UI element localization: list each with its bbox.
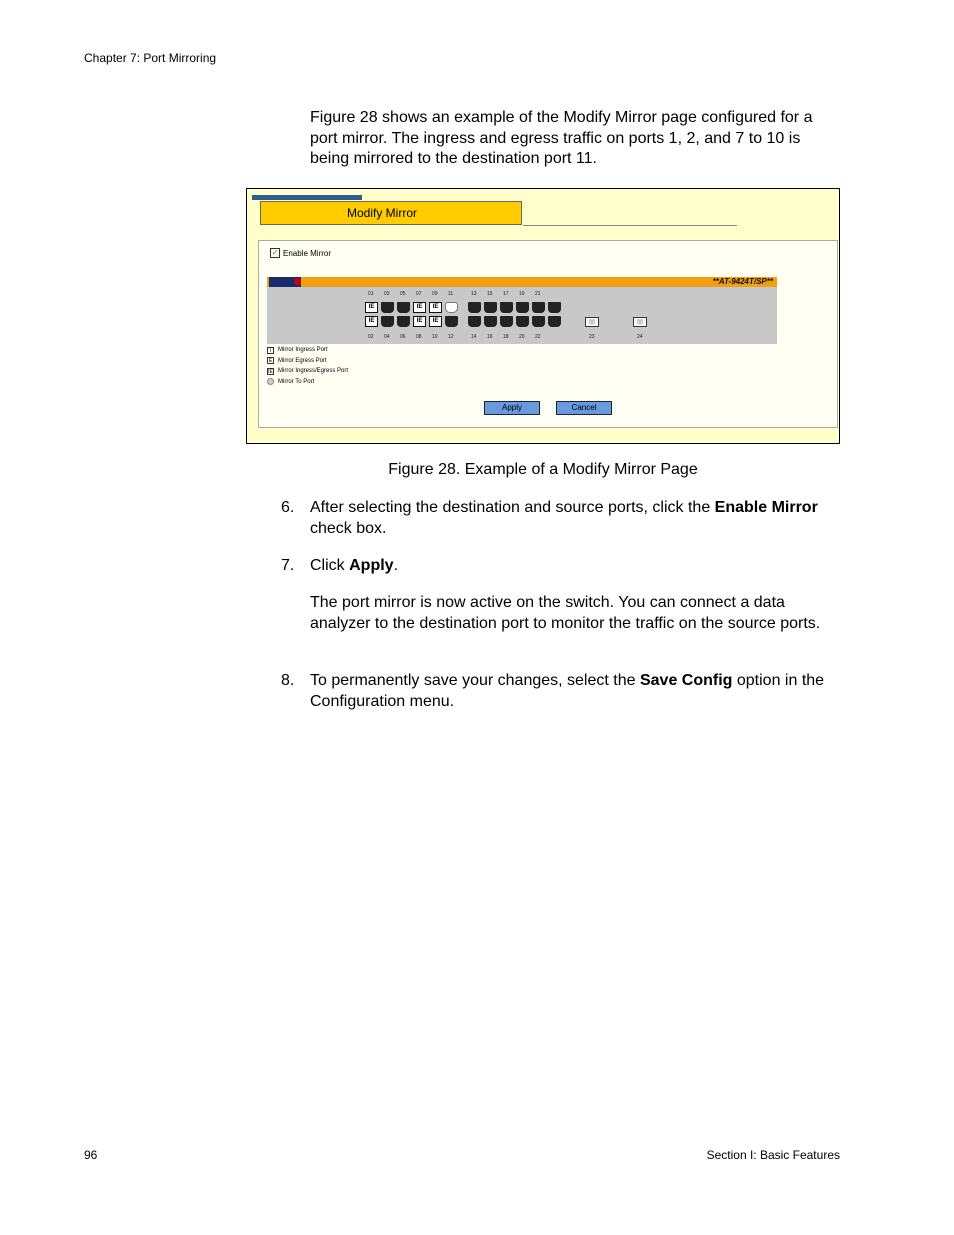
port-number-label: 07: [416, 291, 422, 297]
ingress-egress-port-icon: IE: [268, 368, 273, 375]
enable-mirror-row[interactable]: [270, 248, 331, 258]
mirror-to-port-icon: [267, 378, 274, 385]
port[interactable]: [397, 316, 410, 327]
port-number-label: 17: [503, 291, 509, 297]
port-number-label: 20: [519, 334, 525, 340]
port[interactable]: [500, 302, 513, 313]
enable-mirror-checkbox[interactable]: ✓: [271, 248, 279, 257]
port-number-label: 08: [416, 334, 422, 340]
ingress-egress-port[interactable]: IE: [413, 302, 426, 313]
step-text: Click Apply.: [310, 557, 399, 574]
step-6: [281, 498, 841, 540]
port[interactable]: [548, 302, 561, 313]
port[interactable]: [468, 316, 481, 327]
port[interactable]: [381, 302, 394, 313]
cancel-button[interactable]: Cancel: [556, 401, 612, 415]
chapter-header: Chapter 7: Port Mirroring: [84, 51, 217, 65]
destination-port[interactable]: [445, 302, 458, 313]
step-8: [281, 671, 841, 713]
port[interactable]: [484, 302, 497, 313]
apply-button[interactable]: Apply: [484, 401, 540, 415]
port-number-label: 21: [535, 291, 541, 297]
port-number-label: 02: [368, 334, 374, 340]
switch-model: **AT-9424T/SP**: [712, 277, 773, 286]
sfp-port-24[interactable]: ▯▯: [633, 317, 647, 327]
port-number-label: 23: [589, 334, 595, 340]
port[interactable]: [532, 302, 545, 313]
legend-item: [267, 366, 348, 377]
port-number-label: 14: [471, 334, 477, 340]
legend-label: Mirror Egress Port: [278, 357, 327, 364]
port[interactable]: [381, 316, 394, 327]
legend-label: Mirror Ingress/Egress Port: [278, 368, 349, 374]
enable-mirror-label: Enable Mirror: [283, 248, 332, 258]
port-number-label: 04: [384, 334, 390, 340]
legend-item: [267, 356, 348, 367]
step-text: To permanently save your changes, select the Save Config option in the Configuration menu.: [310, 672, 825, 710]
port-number-label: 06: [400, 334, 406, 340]
port[interactable]: [548, 316, 561, 327]
port[interactable]: [532, 316, 545, 327]
egress-port-icon: E: [268, 358, 273, 365]
port-number-label: 18: [503, 334, 509, 340]
tab-underline: [523, 225, 737, 226]
logo-dot-icon: [294, 278, 301, 285]
switch-brand-band: [267, 277, 777, 287]
ingress-egress-port[interactable]: IE: [429, 302, 442, 313]
legend-item: [267, 345, 348, 356]
sfp-port-23[interactable]: ▯▯: [585, 317, 599, 327]
ingress-egress-port[interactable]: IE: [365, 302, 378, 313]
port-number-label: 16: [487, 334, 493, 340]
intro-paragraph: Figure 28 shows an example of the Modify Mirror page configured for a port mirror. The ingress and egress traffic on ports 1, 2, and 7 to 10 is being mirrored to the destination port 11.: [310, 109, 813, 167]
port-number-label: 11: [448, 291, 454, 297]
ingress-egress-port[interactable]: IE: [413, 316, 426, 327]
port[interactable]: [516, 302, 529, 313]
port[interactable]: [468, 302, 481, 313]
port-number-label: 10: [432, 334, 438, 340]
port-number-label: 05: [400, 291, 406, 297]
port-number-label: 24: [637, 334, 643, 340]
port[interactable]: [484, 316, 497, 327]
port-number-label: 12: [448, 334, 454, 340]
port-number-label: 01: [368, 291, 374, 297]
port[interactable]: [500, 316, 513, 327]
page-number: 96: [84, 1148, 98, 1162]
ingress-egress-port[interactable]: IE: [365, 316, 378, 327]
mirror-legend: [267, 345, 348, 387]
figure-caption: Figure 28. Example of a Modify Mirror Page: [388, 461, 698, 478]
step-number: 8.: [281, 672, 295, 689]
port-number-label: 03: [384, 291, 390, 297]
port-number-label: 09: [432, 291, 438, 297]
ingress-egress-port[interactable]: IE: [429, 316, 442, 327]
port-number-label: 22: [535, 334, 541, 340]
modify-mirror-figure: [246, 188, 840, 444]
step-text: After selecting the destination and source ports, click the Enable Mirror check box.: [310, 499, 818, 537]
step-number: 7.: [281, 557, 295, 574]
port[interactable]: [397, 302, 410, 313]
port[interactable]: [516, 316, 529, 327]
port-number-label: 15: [487, 291, 493, 297]
legend-label: Mirror Ingress Port: [278, 347, 328, 353]
step-7-note: The port mirror is now active on the switch. You can connect a data analyzer to the destination port to monitor the traffic on the source ports.: [310, 594, 821, 632]
port[interactable]: [445, 316, 458, 327]
switch-faceplate: [267, 277, 777, 344]
legend-item: [267, 377, 348, 388]
modify-mirror-tab[interactable]: Modify Mirror: [260, 201, 522, 225]
step-7: [281, 556, 841, 578]
mirror-panel: [258, 240, 838, 428]
ingress-port-icon: I: [267, 347, 274, 354]
port-number-label: 13: [471, 291, 477, 297]
port-number-label: 19: [519, 291, 525, 297]
step-number: 6.: [281, 499, 295, 516]
legend-label: Mirror To Port: [278, 378, 315, 385]
section-footer: Section I: Basic Features: [706, 1148, 840, 1162]
figure-top-bar: [252, 195, 362, 200]
